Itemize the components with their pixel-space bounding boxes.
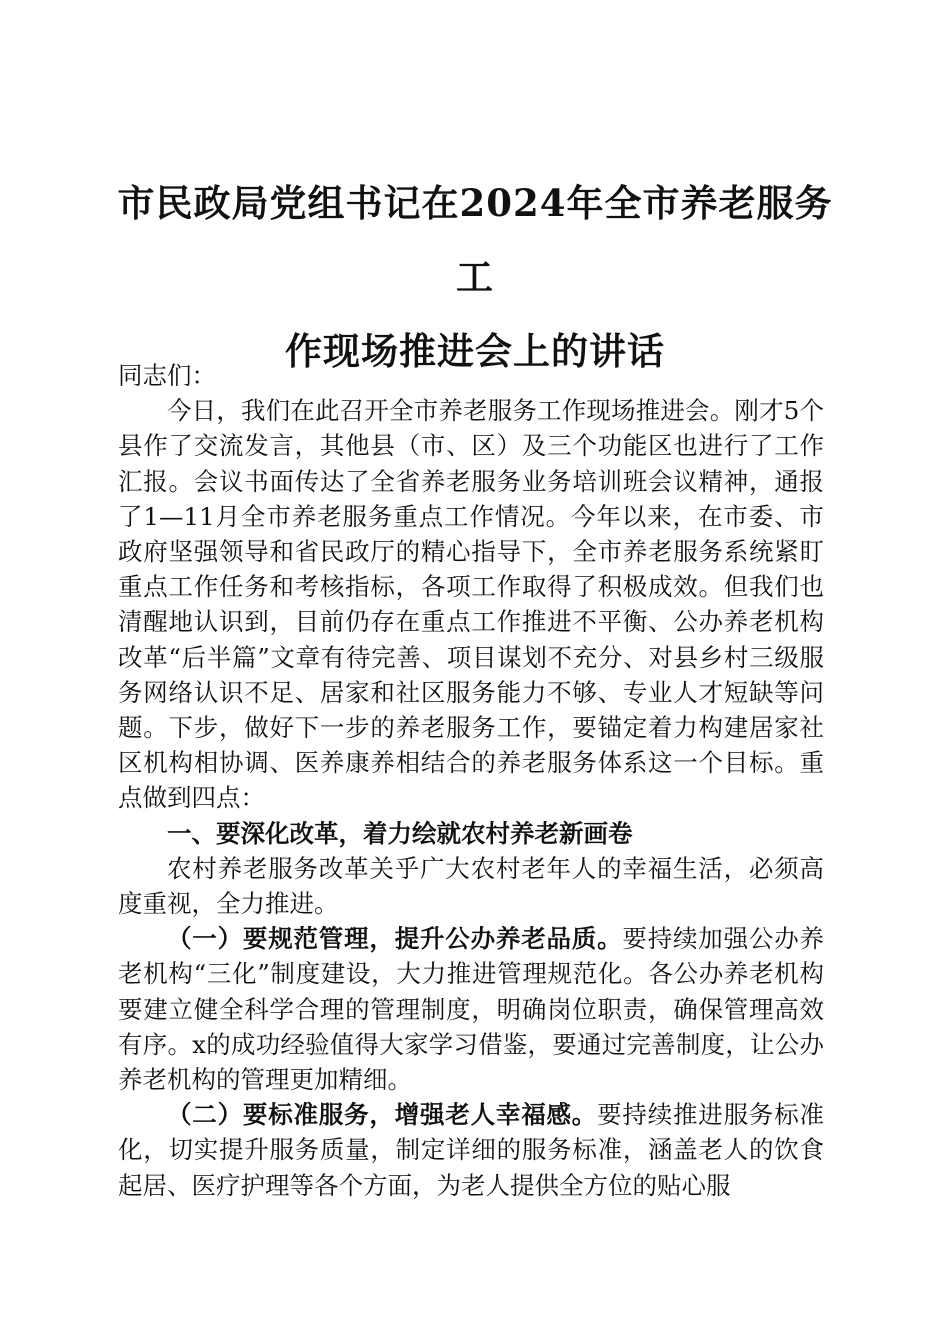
document-title	[100, 166, 850, 388]
subsection-1-lead: （一）要规范管理，提升公办养老品质。	[167, 924, 623, 954]
salutation: 同志们：	[118, 361, 216, 390]
title-line-2: 作现场推进会上的讲话	[285, 329, 665, 373]
document-body	[118, 358, 824, 1203]
paragraph-rural-reform: 农村养老服务改革关乎广大农村老年人的幸福生活，必须高度重视，全力推进。	[118, 853, 824, 919]
subsection-2-text: 要持续推进服务标准化，切实提升服务质量，制定详细的服务标准，涵盖老人的饮食起居、医疗护理等各个方面，为老人提供全方位的贴心服	[118, 1100, 825, 1200]
subsection-2	[118, 1097, 824, 1203]
subsection-1-text: 要持续加强公办养老机构“三化”制度建设，大力推进管理规范化。各公办养老机构要建立健全科学合理的管理制度，明确岗位职责，确保管理高效有序。x的成功经验值得大家学习借鉴，要通过完善制度，让公办养老机构的管理更加精细。	[118, 924, 825, 1095]
section-heading-1: 一、要深化改革，着力绘就农村养老新画卷	[167, 818, 633, 848]
subsection-2-lead: （二）要标准服务，增强老人幸福感。	[167, 1100, 598, 1130]
subsection-1	[118, 921, 824, 1097]
title-line-1: 市民政局党组书记在2024年全市养老服务工	[117, 181, 833, 299]
paragraph-intro: 今日，我们在此召开全市养老服务工作现场推进会。刚才5个县作了交流发言，其他县（市、区）及三个功能区也进行了工作汇报。会议书面传达了全省养老服务业务培训班会议精神，通报了1—11月全市养老服务重点工作情况。今年以来，在市委、市政府坚强领导和省民政厅的精心指导下，全市养老服务系统紧盯重点工作任务和考核指标，各项工作取得了积极成效。但我们也清醒地认识到，目前仍存在重点工作推进不平衡、公办养老机构改革“后半篇”文章有待完善、项目谋划不充分、对县乡村三级服务网络认识不足、居家和社区服务能力不够、专业人才短缺等问题。下步，做好下一步的养老服务工作，要锚定着力构建居家社区机构相协调、医养康养相结合的养老服务体系这一个目标。重点做到四点：	[118, 396, 824, 813]
